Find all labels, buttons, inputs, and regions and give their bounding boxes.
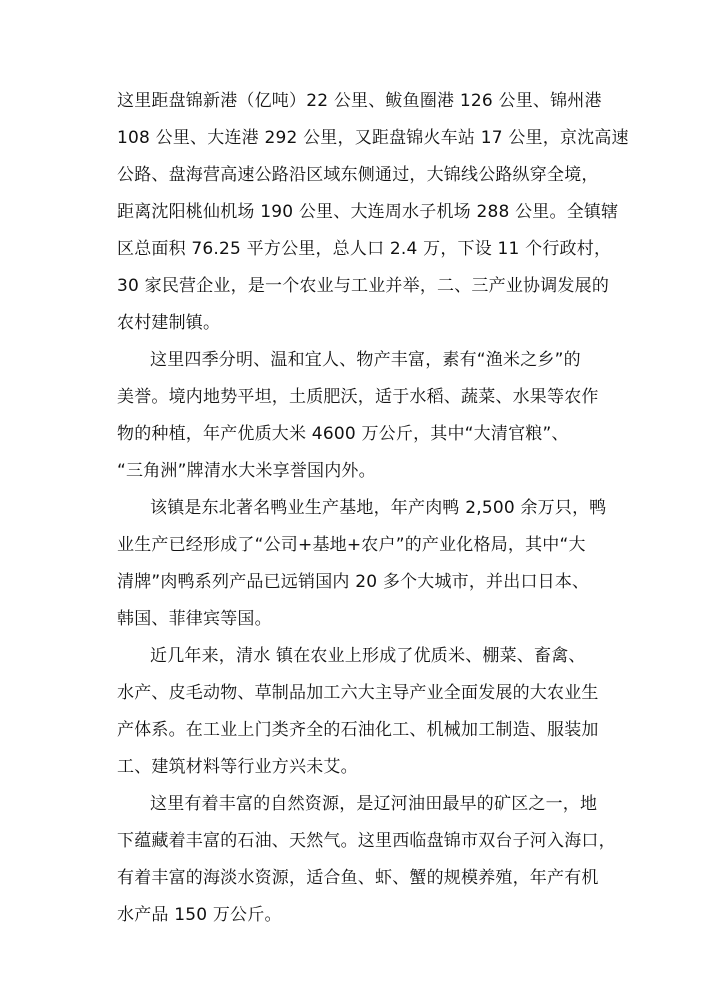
paragraph-2-line-2: 美誉。境内地势平坦，土质肥沃，适于水稻、蔬菜、水果等农作 <box>117 387 599 407</box>
paragraph-1-line-1: 这里距盘锦新港（亿吨）22 公里、鲅鱼圈港 126 公里、锦州港 <box>117 91 602 111</box>
paragraph-1-line-4: 距离沈阳桃仙机场 190 公里、大连周水子机场 288 公里。全镇辖 <box>117 202 619 222</box>
paragraph-2-line-3: 物的种植，年产优质大米 4600 万公斤，其中“大清官粮”、 <box>117 424 569 444</box>
paragraph-2-line-4: “三角洲”牌清水大米享誉国内外。 <box>117 461 376 481</box>
paragraph-5-line-2: 下蕴藏着丰富的石油、天然气。这里西临盘锦市双台子河入海口， <box>117 831 616 851</box>
paragraph-1-line-6: 30 家民营企业，是一个农业与工业并举，二、三产业协调发展的 <box>117 276 610 296</box>
paragraph-3-line-3: 清牌”肉鸭系列产品已远销国内 20 多个大城市，并出口日本、 <box>117 572 590 592</box>
paragraph-4-line-1: 近几年来，清水 镇在农业上形成了优质米、棚菜、畜禽、 <box>150 646 586 666</box>
paragraph-4-line-2: 水产、皮毛动物、草制品加工六大主导产业全面发展的大农业生 <box>117 683 599 703</box>
paragraph-4-line-4: 工、建筑材料等行业方兴未艾。 <box>117 757 358 777</box>
paragraph-3-line-1: 该镇是东北著名鸭业生产基地，年产肉鸭 2,500 余万只，鸭 <box>150 498 607 518</box>
paragraph-4-line-3: 产体系。在工业上门类齐全的石油化工、机械加工制造、服装加 <box>117 720 599 740</box>
paragraph-3-line-4: 韩国、菲律宾等国。 <box>117 609 272 629</box>
paragraph-5-line-3: 有着丰富的海淡水资源，适合鱼、虾、蟹的规模养殖，年产有机 <box>117 868 599 888</box>
paragraph-1-line-7: 农村建制镇。 <box>117 313 221 333</box>
paragraph-3-line-2: 业生产已经形成了“公司+基地+农户”的产业化格局，其中“大 <box>117 535 586 555</box>
paragraph-1-line-3: 公路、盘海营高速公路沿区域东侧通过，大锦线公路纵穿全境， <box>117 165 599 185</box>
paragraph-1-line-5: 区总面积 76.25 平方公里，总人口 2.4 万，下设 11 个行政村， <box>117 239 612 259</box>
paragraph-5-line-1: 这里有着丰富的自然资源，是辽河油田最早的矿区之一，地 <box>150 794 598 814</box>
paragraph-1-line-2: 108 公里、大连港 292 公里，又距盘锦火车站 17 公里，京沈高速 <box>117 128 629 148</box>
paragraph-2-line-1: 这里四季分明、温和宜人、物产丰富，素有“渔米之乡”的 <box>150 350 581 370</box>
paragraph-5-line-4: 水产品 150 万公斤。 <box>117 905 282 925</box>
